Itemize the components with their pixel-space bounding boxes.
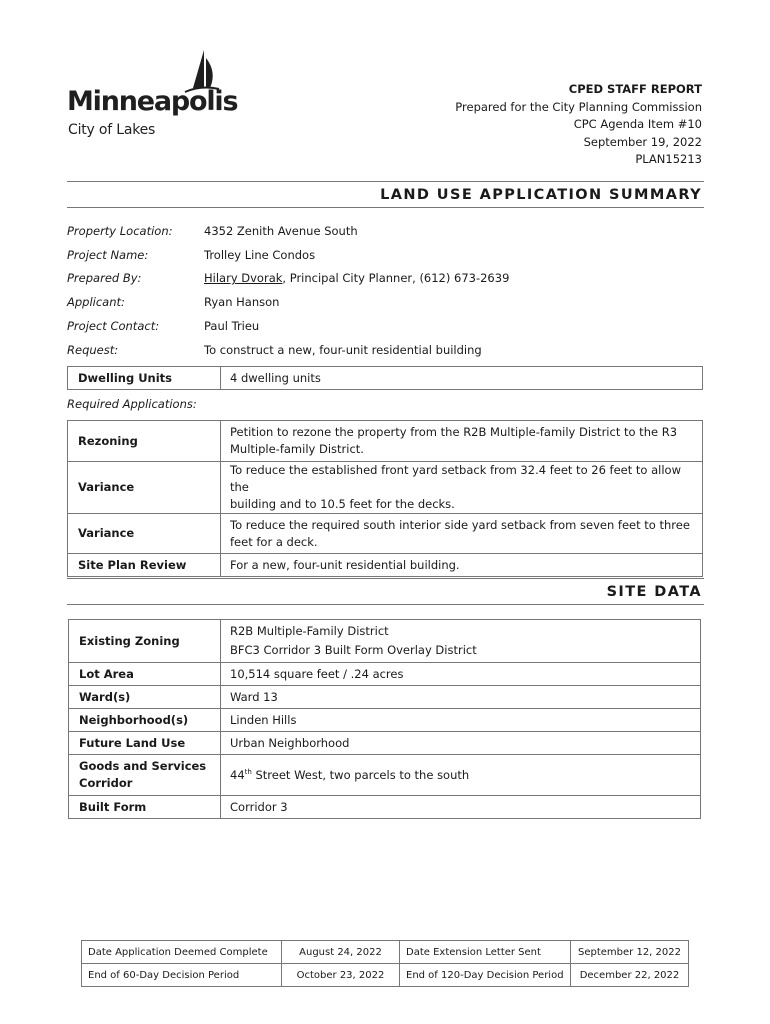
site-value: Linden Hills (221, 709, 701, 732)
table-row (68, 421, 703, 462)
application-type: Variance (68, 514, 221, 554)
date-label: Date Extension Letter Sent (400, 941, 571, 964)
property-location: 4352 Zenith Avenue South (204, 224, 358, 238)
city-logo (67, 48, 238, 143)
prepared-by (204, 271, 509, 285)
application-description: To reduce the established front yard setback from 32.4 feet to 26 feet to allow the building and to 10.5 feet for the decks. (221, 462, 703, 514)
divider (67, 604, 704, 605)
field-label: Project Contact: (67, 319, 160, 333)
site-data-title: SITE DATA (606, 584, 702, 600)
table-row (69, 796, 701, 819)
divider (67, 578, 704, 579)
dwelling-table (67, 366, 703, 390)
report-header (455, 81, 702, 169)
report-type: CPED STAFF REPORT (568, 82, 702, 96)
prepared-for: Prepared for the City Planning Commission (455, 99, 702, 114)
application-type: Variance (68, 462, 221, 514)
request: To construct a new, four-unit residential building (204, 343, 482, 357)
dwelling-label: Dwelling Units (68, 367, 221, 390)
date-value: August 24, 2022 (282, 941, 400, 964)
application-type: Rezoning (68, 421, 221, 462)
date-value: September 12, 2022 (571, 941, 689, 964)
date-value: December 22, 2022 (571, 964, 689, 987)
site-label: Lot Area (69, 663, 221, 686)
planner-link[interactable]: Hilary Dvorak (204, 271, 283, 285)
plan-id: PLAN15213 (635, 152, 702, 166)
divider (67, 181, 704, 182)
dwelling-value: 4 dwelling units (221, 367, 703, 390)
site-value: Ward 13 (221, 686, 701, 709)
table-row (68, 554, 703, 577)
table-row (68, 514, 703, 554)
table-row (82, 941, 689, 964)
field-label: Request: (67, 343, 119, 357)
table-row (69, 709, 701, 732)
table-row (69, 755, 701, 796)
applications-table (67, 420, 703, 577)
table-row (82, 964, 689, 987)
site-value: 10,514 square feet / .24 acres (221, 663, 701, 686)
summary-title: LAND USE APPLICATION SUMMARY (380, 187, 702, 203)
application-description: For a new, four-unit residential building. (221, 554, 703, 577)
site-value: 44th Street West, two parcels to the south (221, 755, 701, 796)
site-label: Built Form (69, 796, 221, 819)
site-value: Urban Neighborhood (221, 732, 701, 755)
site-label: Neighborhood(s) (69, 709, 221, 732)
required-applications-label: Required Applications: (67, 397, 197, 411)
application-description: To reduce the required south interior side yard setback from seven feet to three feet for a deck. (221, 514, 703, 554)
applicant: Ryan Hanson (204, 295, 280, 309)
application-description: Petition to rezone the property from the R2B Multiple-family District to the R3 Multiple-family District. (221, 421, 703, 462)
site-value: R2B Multiple-Family District BFC3 Corridor 3 Built Form Overlay District (221, 620, 701, 663)
field-label: Prepared By: (67, 271, 142, 285)
logo-wordmark: Minneapolis (67, 86, 238, 117)
divider (67, 207, 704, 208)
site-value: Corridor 3 (221, 796, 701, 819)
date-label: Date Application Deemed Complete (82, 941, 282, 964)
field-label: Property Location: (67, 224, 173, 238)
table-row (69, 620, 701, 663)
table-row (69, 663, 701, 686)
application-type: Site Plan Review (68, 554, 221, 577)
field-label: Applicant: (67, 295, 125, 309)
table-row (69, 686, 701, 709)
date-label: End of 120-Day Decision Period (400, 964, 571, 987)
site-label: Existing Zoning (69, 620, 221, 663)
project-name: Trolley Line Condos (204, 248, 316, 262)
table-row (68, 462, 703, 514)
planner-details: , Principal City Planner, (612) 673-2639 (282, 271, 510, 285)
date-label: End of 60-Day Decision Period (82, 964, 282, 987)
dates-table (81, 940, 689, 987)
agenda-item: CPC Agenda Item #10 (573, 117, 702, 131)
site-label: Goods and Services Corridor (69, 755, 221, 796)
project-contact: Paul Trieu (204, 319, 260, 333)
logo-tagline: City of Lakes (68, 122, 156, 138)
site-data-table (68, 619, 701, 819)
site-label: Future Land Use (69, 732, 221, 755)
report-date: September 19, 2022 (583, 134, 702, 149)
field-label: Project Name: (67, 248, 149, 262)
table-row (69, 732, 701, 755)
date-value: October 23, 2022 (282, 964, 400, 987)
site-label: Ward(s) (69, 686, 221, 709)
